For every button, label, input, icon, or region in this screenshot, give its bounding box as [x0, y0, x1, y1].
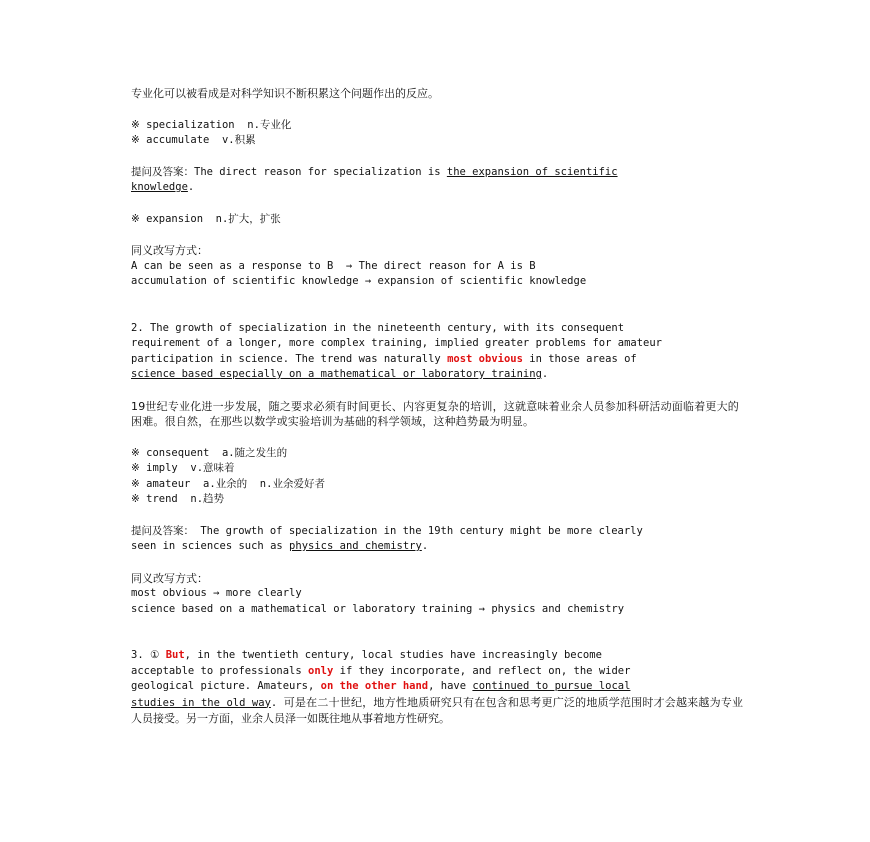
sentence-3-tail	[131, 695, 743, 728]
vocab-item: ※ specialization n.专业化	[131, 118, 292, 131]
synonym-heading: 同义改写方式：	[131, 571, 208, 585]
punctuation: .	[270, 696, 284, 709]
sentence-3-line	[131, 664, 743, 680]
text-run: geological picture. Amateurs,	[131, 680, 321, 692]
punctuation: .	[421, 540, 429, 552]
paragraph-1-translation: 专业化可以被看成是对科学知识不断积累这个问题作出的反应。	[131, 87, 439, 100]
sentence-2-translation: 19世纪专业化进一步发展，随之要求必须有时间更长、内容更复杂的培训，这就意味着业余人员参加科研活动面临着更大的困难。很自然，在那些以数学或实验培训为基础的科学领域，这种趋势最为明显。	[131, 399, 739, 428]
text-run: acceptable to professionals	[131, 664, 309, 677]
vocab-item: ※ trend n.趋势	[131, 493, 225, 505]
underlined-phrase: science based especially on a mathematical or laboratory training	[131, 368, 542, 380]
synonym-heading: 同义改写方式：	[131, 244, 208, 257]
text-run: participation in science. The trend was naturally	[131, 352, 448, 365]
key-word: But	[165, 649, 185, 661]
text-run: in those areas of	[522, 352, 637, 365]
qa-1-answer: the expansion of scientific	[446, 165, 618, 178]
text-run: 3. ①	[131, 649, 166, 661]
key-word: only	[308, 664, 334, 677]
qa-1-prefix: 提问及答案：The direct reason for specialization is	[131, 165, 447, 178]
sentence-3-line	[131, 648, 743, 664]
qa-2-line-2	[131, 539, 743, 555]
synonym-line: A can be seen as a response to B → The direct reason for A is B	[131, 259, 536, 272]
sentence-3-translation: 可是在二十世纪，地方性地质研究只有在包含和思考更广泛的地质学范围时才会越来越为专业人员接受。另一方面，业余人员泽一如既往地从事着地方性研究。	[131, 695, 743, 725]
vocab-item: ※ accumulate v.积累	[131, 134, 256, 146]
qa-1-line-1	[131, 165, 743, 181]
underlined-phrase: continued to pursue local	[472, 680, 631, 692]
qa-1-answer-cont: knowledge	[131, 181, 188, 193]
qa-2-line-1: 提问及答案： The growth of specialization in the 19th century might be more clearly	[131, 524, 643, 537]
sentence-2-line	[131, 352, 743, 368]
document-page	[131, 86, 743, 728]
punctuation: .	[187, 181, 195, 193]
synonym-line: science based on a mathematical or laboratory training → physics and chemistry	[131, 602, 625, 615]
sentence-2-line: 2. The growth of specialization in the nineteenth century, with its consequent	[131, 321, 625, 334]
qa-1-line-2	[131, 180, 743, 196]
vocab-item: ※ amateur a.业余的 n.业余爱好者	[131, 477, 325, 490]
key-phrase: on the other hand	[320, 680, 429, 692]
synonym-line: most obvious → more clearly	[131, 587, 302, 599]
synonym-line: accumulation of scientific knowledge → expansion of scientific knowledge	[131, 275, 587, 287]
sentence-2-line: requirement of a longer, more complex training, implied greater problems for amateur	[131, 337, 663, 349]
vocab-item: ※ imply v.意味着	[131, 462, 235, 474]
text-run: if they incorporate, and reflect on, the wider	[333, 664, 631, 677]
key-phrase: most obvious	[447, 352, 523, 365]
underlined-phrase: studies in the old way	[131, 696, 271, 709]
text-run: , have	[428, 680, 473, 692]
punctuation: .	[541, 368, 549, 380]
qa-2-answer: physics and chemistry	[289, 540, 422, 552]
text-run: seen in sciences such as	[131, 540, 290, 552]
sentence-2-line	[131, 367, 743, 383]
vocab-item: ※ expansion n.扩大，扩张	[131, 212, 281, 225]
text-run: , in the twentieth century, local studies have increasingly become	[184, 649, 602, 661]
sentence-3-line	[131, 679, 743, 695]
vocab-item: ※ consequent a.随之发生的	[131, 446, 288, 459]
